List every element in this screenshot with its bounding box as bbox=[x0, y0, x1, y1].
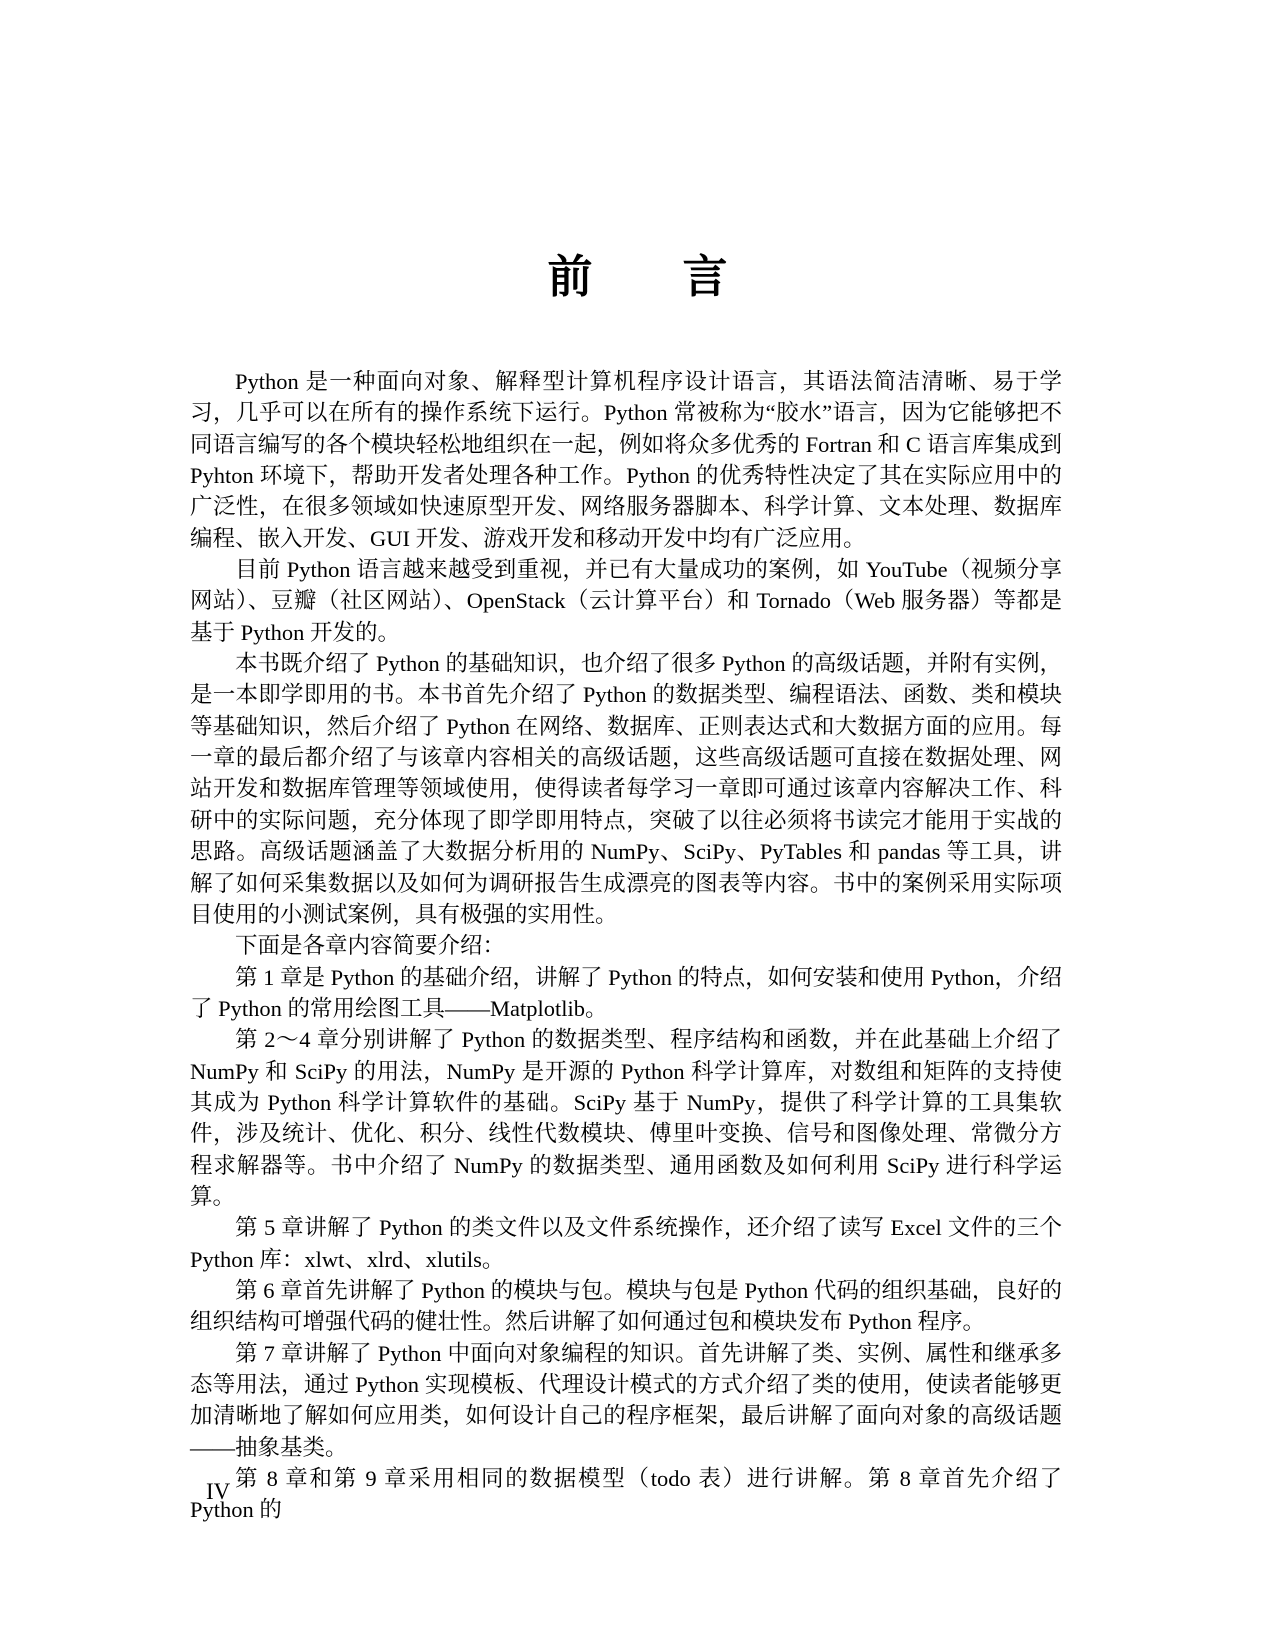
paragraph: 第 6 章首先讲解了 Python 的模块与包。模块与包是 Python 代码的组织基础，良好的组织结构可增强代码的健壮性。然后讲解了如何通过包和模块发布 Python 程序。 bbox=[190, 1277, 1062, 1335]
paragraph: 下面是各章内容简要介绍： bbox=[235, 933, 506, 959]
paragraph: 第 2～4 章分别讲解了 Python 的数据类型、程序结构和函数，并在此基础上介绍了 NumPy 和 SciPy 的用法，NumPy 是开源的 Python 科学计算库，对数组和矩阵的支持使其成为 Python 科学计算软件的基础。SciPy 基于 NumPy，提供了科学计算的工具集软件，涉及统计、优化、积分、线性代数模块、傅里叶变换、信号和图像处理、常微分方程求解器等。书中介绍了 NumPy 的数据类型、通用函数及如何利用 SciPy 进行科学运算。 bbox=[190, 1027, 1062, 1209]
paragraph: Python 是一种面向对象、解释型计算机程序设计语言，其语法简洁清晰、易于学习，几乎可以在所有的操作系统下运行。Python 常被称为“胶水”语言，因为它能够把不同语言编写的各个模块轻松地组织在一起，例如将众多优秀的 Fortran 和 C 语言库集成到 Pyhton 环境下，帮助开发者处理各种工作。Python 的优秀特性决定了其在实际应用中的广泛性，在很多领域如快速原型开发、网络服务器脚本、科学计算、文本处理、数据库编程、嵌入开发、GUI 开发、游戏开发和移动开发中均有广泛应用。 bbox=[190, 369, 1062, 551]
paragraph: 第 8 章和第 9 章采用相同的数据模型（todo 表）进行讲解。第 8 章首先介绍了 Python 的 bbox=[190, 1466, 1062, 1523]
page-number: IV bbox=[206, 1479, 231, 1504]
paragraph: 目前 Python 语言越来越受到重视，并已有大量成功的案例，如 YouTube（视频分享网站）、豆瓣（社区网站）、OpenStack（云计算平台）和 Tornado（Web 服务器）等都是基于 Python 开发的。 bbox=[190, 557, 1062, 645]
paragraph: 本书既介绍了 Python 的基础知识，也介绍了很多 Python 的高级话题，并附有实例，是一本即学即用的书。本书首先介绍了 Python 的数据类型、编程语法、函数、类和模块等基础知识，然后介绍了 Python 在网络、数据库、正则表达式和大数据方面的应用。每一章的最后都介绍了与该章内容相关的高级话题，这些高级话题可直接在数据处理、网站开发和数据库管理等领域使用，使得读者每学习一章即可通过该章内容解决工作、科研中的实际问题，充分体现了即学即用特点，突破了以往必须将书读完才能用于实战的思路。高级话题涵盖了大数据分析用的 NumPy、SciPy、PyTables 和 pandas 等工具，讲解了如何采集数据以及如何为调研报告生成漂亮的图表等内容。书中的案例采用实际项目使用的小测试案例，具有极强的实用性。 bbox=[190, 651, 1062, 927]
page-title: 前 言 bbox=[547, 251, 728, 302]
paragraph: 第 1 章是 Python 的基础介绍，讲解了 Python 的特点，如何安装和使用 Python，介绍了 Python 的常用绘图工具——Matplotlib。 bbox=[190, 964, 1062, 1021]
paragraph: 第 5 章讲解了 Python 的类文件以及文件系统操作，还介绍了读写 Excel 文件的三个 Python 库：xlwt、xlrd、xlutils。 bbox=[190, 1215, 1062, 1272]
document-body bbox=[190, 366, 1062, 1526]
paragraph: 第 7 章讲解了 Python 中面向对象编程的知识。首先讲解了类、实例、属性和继承多态等用法，通过 Python 实现模板、代理设计模式的方式介绍了类的使用，使读者能够更加清晰地了解如何应用类，如何设计自己的程序框架，最后讲解了面向对象的高级话题——抽象基类。 bbox=[190, 1340, 1062, 1460]
